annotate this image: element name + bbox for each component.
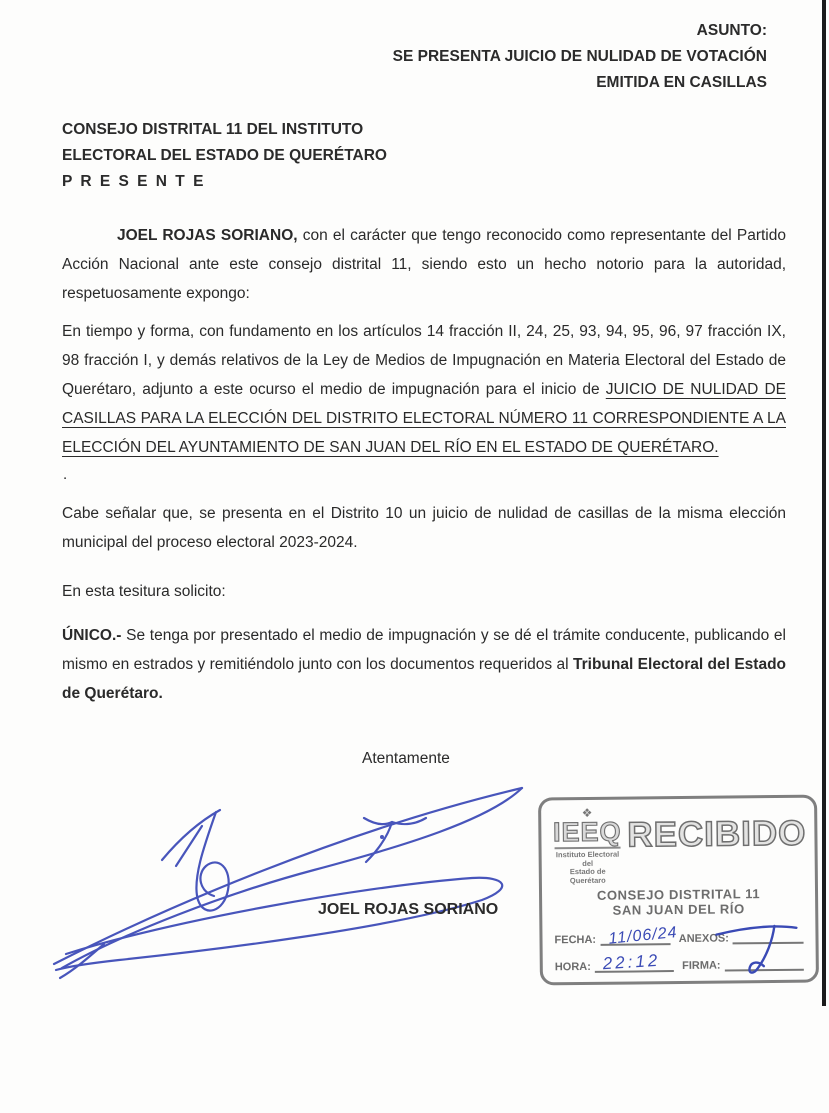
paragraph-intro-text: con el carácter que tengo reconocido como representante del Partido Acción Nacional ante este consejo distrital 11, siendo esto un hecho notorio para la autoridad, respetuosamente expongo:: [62, 227, 786, 302]
logo-caption-line2: Estado de Querétaro: [569, 866, 606, 885]
stamp-header: [541, 798, 815, 886]
paragraph-unico-text: Se tenga por presentado el medio de impugnación y se dé el trámite conducente, publicando el mismo en estrados y remitiéndolo junto con los documentos requeridos al: [62, 627, 786, 673]
paragraph-tesitura: En esta tesitura solicito:: [62, 583, 226, 600]
stamp-office-line2: SAN JUAN DEL RÍO: [612, 900, 745, 918]
subject-block: [393, 18, 767, 96]
paragraph-cabe-senalar: Cabe señalar que, se presenta en el Distrito 10 un juicio de nulidad de casillas de la misma elección municipal del proceso electoral 2023-2024.: [62, 505, 786, 551]
firma-line: [724, 951, 803, 972]
addressee-block: [62, 117, 387, 195]
hora-handwritten-value: 22:12: [602, 950, 661, 974]
stray-period: .: [63, 466, 68, 483]
subject-line2: EMITIDA EN CASILLAS: [596, 74, 767, 91]
anexos-label: ANEXOS:: [678, 932, 729, 945]
fecha-handwritten-value: 11/06/24: [607, 924, 678, 948]
logo-caption-line1: Instituto Electoral del: [555, 849, 620, 868]
closing-atentamente: Atentamente: [362, 750, 450, 767]
recibido-label: RECIBIDO: [627, 813, 807, 855]
fecha-label: FECHA:: [554, 933, 597, 947]
ieeq-star-icon: ❖: [581, 805, 593, 821]
hora-label: HORA:: [554, 960, 591, 974]
addressee-presente: P R E S E N T E: [62, 173, 206, 190]
addressee-line1: CONSEJO DISTRITAL 11 DEL INSTITUTO: [62, 121, 364, 138]
unico-label: ÚNICO.-: [62, 627, 122, 644]
hora-line: [595, 952, 674, 973]
signer-name-inline: JOEL ROJAS SORIANO,: [117, 227, 298, 244]
addressee-line2: ELECTORAL DEL ESTADO DE QUERÉTARO: [62, 147, 387, 164]
anexos-line: [733, 924, 804, 945]
juicio-nulidad-underlined: JUICIO DE NULIDAD DE CASILLAS PARA LA ELECCIÓN DEL DISTRITO ELECTORAL NÚMERO 11 CORRESPONDIENTE A LA ELECCIÓN DEL AYUNTAMIENTO DE SAN JUAN DEL RÍO EN EL ESTADO DE QUERÉTARO.: [62, 381, 786, 456]
firma-label: FIRMA:: [682, 959, 721, 972]
stamp-row-hora-firma: [555, 951, 804, 974]
paragraph-fundamento: [62, 317, 786, 462]
subject-line1: SE PRESENTA JUICIO DE NULIDAD DE VOTACIÓN: [392, 48, 767, 65]
signer-name: JOEL ROJAS SORIANO: [318, 901, 499, 918]
handwritten-signature: [44, 768, 534, 980]
paragraph-intro: [62, 221, 786, 308]
paragraph-fundamento-text: En tiempo y forma, con fundamento en los artículos 14 fracción II, 24, 25, 93, 94, 95, 96, 97 fracción IX, 98 fracción I, y demás relativos de la Ley de Medios de Impugnación en Materia Electoral del Estado de Querétaro, adjunto a este ocurso el medio de impugnación para el inicio de: [62, 323, 786, 398]
fecha-line: [600, 924, 678, 948]
stamp-office-line1: CONSEJO DISTRITAL 11: [596, 886, 761, 903]
tribunal-bold: Tribunal Electoral del Estado de Querétaro.: [62, 656, 787, 702]
received-stamp: [538, 795, 819, 986]
paragraph-unico: [62, 621, 786, 708]
stamp-row-fecha-anexos: [554, 924, 803, 947]
ieeq-logo: [551, 805, 624, 886]
ieeq-logo-text: IEEQ: [552, 816, 622, 848]
scan-edge-artifact: [822, 0, 826, 1006]
stamp-fields: [542, 916, 816, 974]
subject-label: ASUNTO:: [696, 22, 767, 39]
